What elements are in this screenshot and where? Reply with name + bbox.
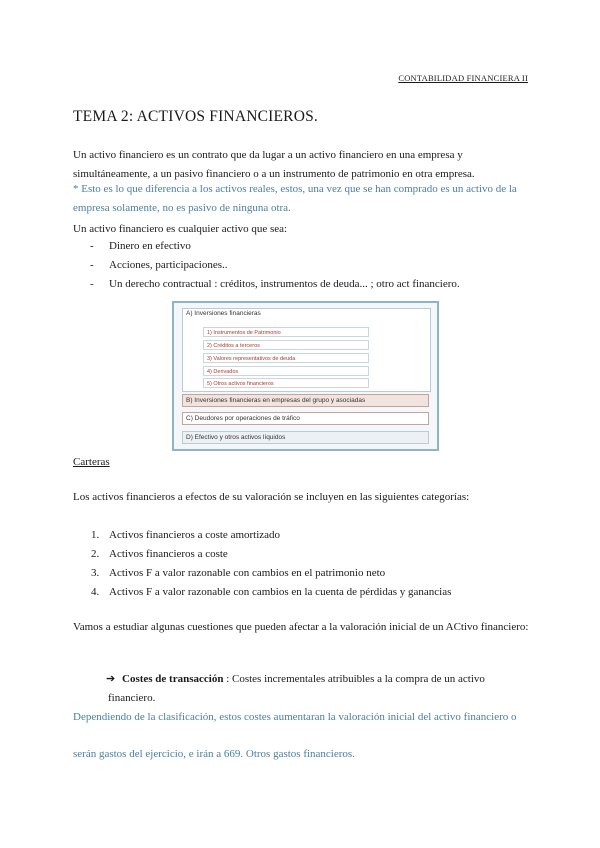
classification-paragraph: Dependiendo de la clasificación, estos costes aumentaran la valoración inicial del activo financiero o	[73, 711, 517, 723]
expense-paragraph: serán gastos del ejercicio, e irán a 669. Otros gastos financieros.	[73, 748, 355, 760]
figure-subitem: 3) Valores representativos de deuda	[203, 353, 369, 363]
intro-paragraph: Un activo financiero es un contrato que da lugar a un activo financiero en una empresa y simultáneamente, a un pasivo financiero o a un instrumento de patrimonio en otra empresa.	[73, 149, 475, 180]
figure-section-d: D) Efectivo y otros activos líquidos	[182, 431, 429, 444]
transaction-costs-description: : Costes incrementales atribuibles a la compra de un activo financiero.	[108, 673, 485, 704]
course-header: CONTABILIDAD FINANCIERA II	[398, 73, 528, 83]
figure-subitem: 1) Instrumentos de Patrimonio	[203, 327, 369, 337]
categories-intro: Los activos financieros a efectos de su valoración se incluyen en las siguientes categorías:	[73, 491, 470, 503]
list-item: - Dinero en efectivo	[90, 240, 191, 252]
list-item: 4. Activos F a valor razonable con cambios en la cuenta de pérdidas y ganancias	[91, 586, 452, 598]
transaction-costs-label: Costes de transacción	[122, 673, 224, 685]
valuation-paragraph: Vamos a estudiar algunas cuestiones que pueden afectar a la valoración inicial de un ACtivo financiero:	[73, 621, 529, 633]
page-title: TEMA 2: ACTIVOS FINANCIEROS.	[73, 108, 319, 125]
list-item: 2. Activos financieros a coste	[91, 548, 228, 560]
section-heading-carteras: Carteras	[73, 456, 110, 468]
list-item: 3. Activos F a valor razonable con cambios en el patrimonio neto	[91, 567, 386, 579]
figure-subitem: 5) Otros activos financieros	[203, 378, 369, 388]
figure-section-b: B) Inversiones financieras en empresas del grupo y asociadas	[182, 394, 429, 407]
list-item: 1. Activos financieros a coste amortizado	[91, 529, 281, 541]
figure-subitem: 2) Créditos a terceros	[203, 340, 369, 350]
arrow-right-icon: ➔	[106, 673, 116, 685]
categories-list	[73, 526, 451, 602]
transaction-costs-text	[108, 670, 528, 708]
asset-bullet-list	[73, 237, 533, 294]
list-item: - Un derecho contractual : créditos, instrumentos de deuda... ; otro act financiero.	[90, 278, 460, 290]
note-paragraph: * Esto es lo que diferencia a los activos reales, estos, una vez que se han comprado es un activo de la empresa solamente, no es pasivo de ninguna otra.	[73, 183, 517, 214]
figure-subitem: 4) Derivados	[203, 366, 369, 376]
figure-section-c: C) Deudores por operaciones de tráfico	[182, 412, 429, 425]
figure-section-a-title: A) Inversiones financieras	[186, 310, 261, 317]
balance-sheet-figure	[172, 301, 439, 451]
figure-section-a	[182, 308, 431, 392]
list-item: - Acciones, participaciones..	[90, 259, 228, 271]
lead-sentence: Un activo financiero es cualquier activo que sea:	[73, 223, 288, 235]
